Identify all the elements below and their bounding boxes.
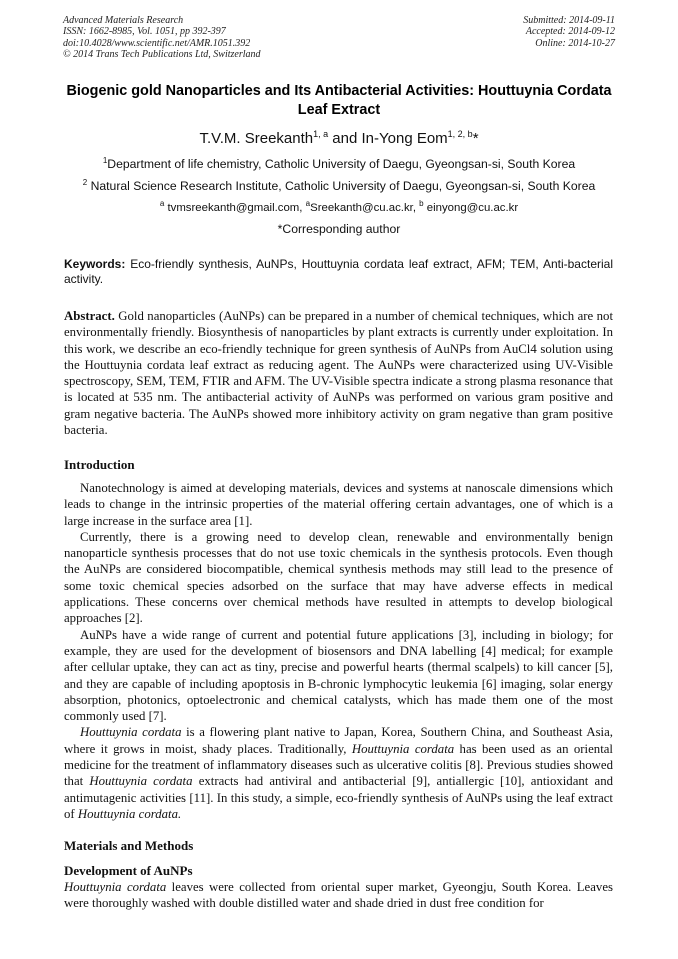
species-name: Houttuynia cordata — [351, 741, 455, 756]
keywords-text: Eco-friendly synthesis, AuNPs, Houttuynia cordata leaf extract, AFM; TEM, Anti-bacterial activity. — [64, 257, 613, 286]
affiliation-2-text: Natural Science Research Institute, Catholic University of Daegu, Gyeongsan-si, South Korea — [87, 179, 596, 193]
methods-heading: Materials and Methods — [64, 838, 194, 853]
keywords — [64, 257, 613, 287]
email-1[interactable]: tvmsreekanth@gmail.com, — [164, 202, 306, 214]
doi-line: doi:10.4028/www.scientific.net/AMR.1051.392 — [63, 37, 251, 49]
species-name: Houttuynia cordata — [80, 725, 182, 740]
abstract — [64, 308, 613, 438]
species-name: Houttuynia cordata. — [77, 806, 182, 821]
affiliation-2 — [0, 179, 678, 194]
abstract-label: Abstract. — [64, 309, 115, 323]
author-1-affiliation: 1, a — [313, 129, 329, 139]
abstract-text: Gold nanoparticles (AuNPs) can be prepared in a number of chemical techniques, which are not environmentally friendly. Biosynthesis of nanoparticles by plant extracts is currently under exploitation. In this work, we describe an eco-friendly technique for green synthesis of AuNPs from AuCl4 solution using the Houttuynia cordata leaf extract as reducing agent. The AuNPs were characterized using UV-Visible spectroscopy, SEM, TEM, FTIR and AFM. The UV-Visible spectra indicate a strong plasma resonance that is located at 535 nm. The antibacterial activity of AuNPs was performed on various gram positive and gram negative bacteria. The AuNPs showed more inhibitory activity on gram negative than gram positive bacteria. — [64, 309, 613, 438]
species-name: Houttuynia cordata — [89, 774, 193, 789]
email-marker-a2: a — [305, 199, 311, 208]
introduction-heading: Introduction — [64, 457, 135, 472]
methods-subheading: Development of AuNPs — [64, 863, 193, 878]
author-2-affiliation: 1, 2, b — [447, 129, 473, 139]
affiliation-2-marker: 2 — [82, 178, 88, 187]
intro-paragraph-1: Nanotechnology is aimed at developing materials, devices and systems at nanoscale dimensions which leads to change in the intrinsic properties of the material offering certain advantages, one of which is a large increase in the surface area [1]. — [64, 481, 613, 528]
intro-p4-text-2: has been used as an oriental medicine for the treatment of inflammatory diseases such as ulcerative colitis [8]. Previous studies showed that — [64, 741, 613, 789]
author-line — [0, 130, 678, 148]
species-name: Houttuynia cordata — [64, 880, 167, 894]
intro-paragraph-2: Currently, there is a growing need to develop clean, renewable and environmentally benign nanoparticle synthesis processes that do not use toxic chemicals in the synthesis protocols. Even though the AuNPs are considered biocompatible, chemical synthesis methods may still lead to the presence of some toxic chemical species adsorbed on the surface that may have adverse effects in medical applications. These concerns over chemical methods have resulted in attempts to develop biological approaches [2]. — [64, 529, 613, 626]
online-date: Online: 2014-10-27 — [535, 37, 615, 49]
affiliation-1-text: Department of life chemistry, Catholic University of Daegu, Gyeongsan-si, South Korea — [107, 157, 576, 171]
copyright-line: © 2014 Trans Tech Publications Ltd, Switzerland — [63, 48, 261, 60]
affiliation-1 — [0, 157, 678, 172]
affiliation-1-marker: 1 — [102, 156, 108, 165]
accepted-date: Accepted: 2014-09-12 — [525, 26, 615, 38]
email-marker-a: a — [159, 199, 165, 208]
issn-line: ISSN: 1662-8985, Vol. 1051, pp 392-397 — [63, 26, 226, 38]
methods-paragraph-1 — [64, 879, 613, 912]
methods-p1-text: leaves were collected from oriental super market, Gyeongju, South Korea. Leaves were thoroughly washed with double distilled water and shade dried in dust free condition for — [64, 880, 613, 911]
email-3[interactable]: einyong@cu.ac.kr — [423, 202, 519, 214]
journal-info — [63, 15, 261, 60]
journal-name: Advanced Materials Research — [63, 15, 184, 26]
intro-p4-text-1: is a flowering plant native to Japan, Korea, Southern China, and Southeast Asia, where it grows in moist, shady places. Traditionally, — [64, 725, 613, 756]
keywords-label: Keywords: — [64, 257, 126, 271]
corresponding-author-note: *Corresponding author — [277, 222, 401, 236]
submission-dates — [523, 15, 615, 49]
submitted-date: Submitted: 2014-09-11 — [523, 15, 615, 26]
methods-body — [64, 879, 613, 912]
corresponding-star: * — [472, 130, 479, 147]
email-line — [0, 201, 678, 216]
author-2: In-Yong Eom — [361, 130, 448, 147]
author-joiner: and — [328, 130, 362, 147]
email-2[interactable]: Sreekanth@cu.ac.kr, — [310, 202, 420, 214]
intro-paragraph-3: AuNPs have a wide range of current and potential future applications [3], including in biology; for example, they are used for the development of biosensors and DNA labelling [4] medical; for example after cellular uptake, they can act as tiny, precise and powerful hearts (thermal scalpels) to kill cancer [5], and they are capable of including apoptosis in B-chronic lymphocytic leukemia [6] imaging, solar energy absorption, photonics, optoelectronic and chemical catalysts, which has made them one of the most commonly used [7]. — [64, 627, 613, 724]
intro-p4-text-3: extracts had antiviral and antibacterial [9], antiallergic [10], antioxidant and antimutagenic activities [11]. In this study, a simple, eco-friendly synthesis of AuNPs using the leaf extract of — [64, 774, 614, 821]
author-1: T.V.M. Sreekanth — [199, 130, 314, 147]
paper-title: Biogenic gold Nanoparticles and Its Antibacterial Activities: Houttuynia Cordata Leaf Extract — [66, 83, 612, 118]
email-marker-b: b — [419, 199, 424, 208]
introduction-body — [64, 480, 613, 822]
intro-paragraph-4 — [64, 724, 613, 822]
